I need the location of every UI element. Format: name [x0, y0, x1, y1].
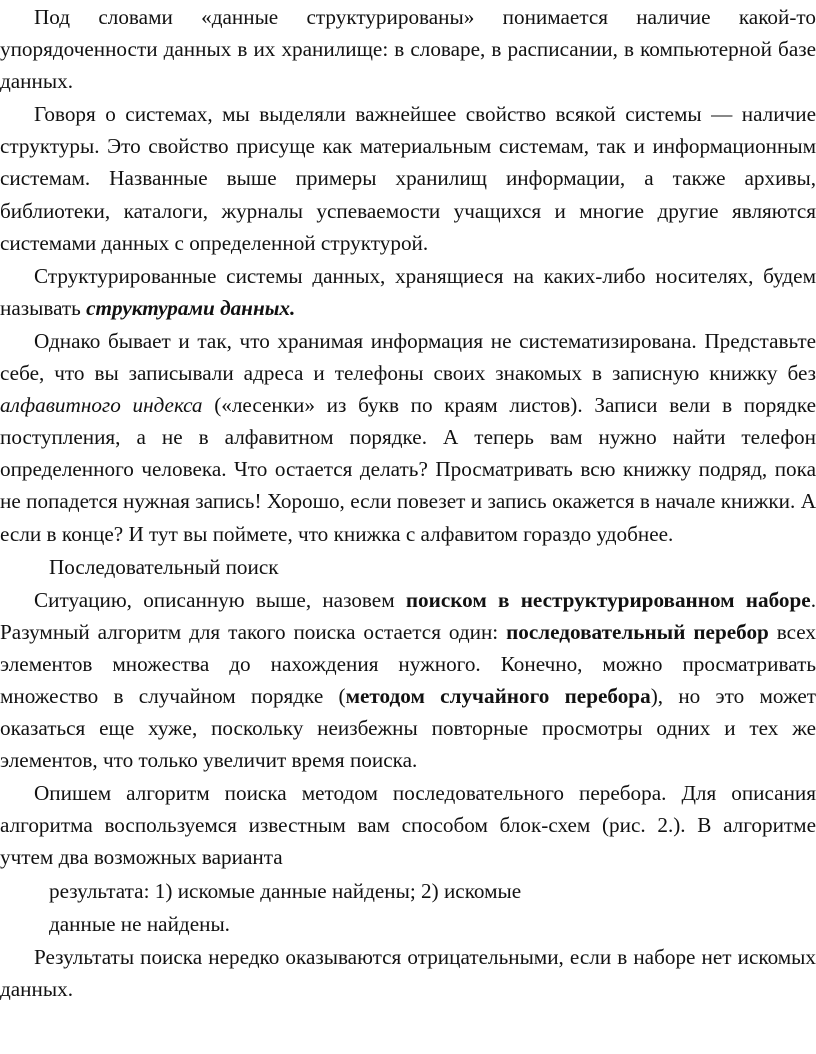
heading-text: Последовательный поиск — [49, 554, 279, 579]
paragraph-data-structures-term — [0, 259, 816, 324]
paragraph-unsystematized-info — [0, 324, 816, 550]
paragraph-systems-structure — [0, 97, 816, 258]
paragraph-text: Говоря о системах, мы выделяли важнейшее свойство всякой системы — наличие структуры. Это свойство присуще как материальным системам, так и информационным системам. Названные выше примеры хранилищ информации, а также архивы, библиотеки, каталоги, журналы успеваемости учащихся и многие другие являются системами данных с определенной структурой. — [0, 102, 816, 255]
variants-text: данные не найдены. — [49, 911, 230, 936]
paragraph-text: Под словами «данные структурированы» понимается наличие какой-то упорядоченности данных в их хранилище: в словаре, в расписании, в компьютерной базе данных. — [0, 5, 816, 94]
paragraph-text: Ситуацию, описанную выше, назовем — [34, 587, 406, 612]
paragraph-negative-results — [0, 940, 816, 1005]
term-alphabetic-index: алфавитного индекса — [0, 393, 203, 418]
section-heading — [0, 550, 816, 583]
paragraph-text: Опишем алгоритм поиска методом последовательного перебора. Для описания алгоритма воспользуемся известным вам способом блок-схем (рис. 2.). В алгоритме учтем два возможных варианта — [0, 781, 816, 870]
term-random-enumeration: методом случайного перебора — [345, 683, 651, 708]
paragraph-text: всех элементов множества до нахождения нужного. Конечно, можно просматривать множество в случайном порядке ( — [0, 619, 816, 708]
term-unstructured-search: поиском в неструктурированном наборе — [405, 587, 811, 612]
paragraph-text: Результаты поиска нередко оказываются отрицательными, если в наборе нет искомых данных. — [0, 944, 816, 1001]
paragraph-text: . Разумный алгоритм для такого поиска остается один: — [0, 587, 816, 644]
paragraph-text: ), но это может оказаться еще хуже, поскольку неизбежны повторные просмотры одних и тех же элементов, что только увеличит время поиска. — [0, 683, 816, 773]
paragraph-text: Однако бывает и так, что хранимая информация не систематизирована. Представьте себе, что вы записывали адреса и телефоны своих знакомых в записную книжку без — [0, 328, 816, 386]
paragraph-algorithm-description — [0, 776, 816, 873]
paragraph-unstructured-search — [0, 583, 816, 777]
variants-line-1 — [0, 874, 816, 907]
term-data-structures: структурами данных. — [86, 295, 296, 320]
variants-text: результата: 1) искомые данные найдены; 2) искомые — [49, 878, 522, 903]
paragraph-text: («лесенки» из букв по краям листов). Записи вели в порядке поступления, а не в алфавитном порядке. А теперь вам нужно найти телефон определенного человека. Что остается делать? Просматривать всю книжку подряд, пока не попадется нужная запись! Хорошо, если повезет и запись окажется в начале книжки. А если в конце? И тут вы поймете, что книжка с алфавитом гораздо удобнее. — [0, 393, 816, 546]
variants-line-2 — [0, 907, 816, 940]
paragraph-text: Структурированные системы данных, хранящиеся на каких-либо носителях, будем называть — [0, 263, 816, 320]
paragraph-structured-data-definition — [0, 0, 816, 97]
term-sequential-enumeration: последовательный перебор — [506, 619, 769, 644]
